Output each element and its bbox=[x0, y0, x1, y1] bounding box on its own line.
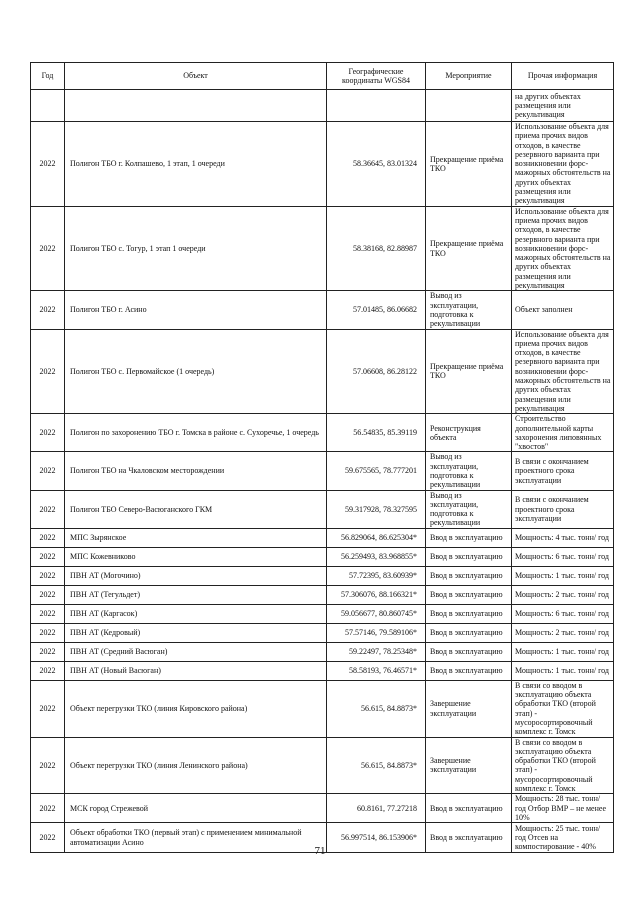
cell-year: 2022 bbox=[31, 823, 65, 853]
cell-other-info: Мощность: 1 тыс. тонн/ год bbox=[512, 566, 614, 585]
table-header-row bbox=[31, 63, 614, 90]
cell-other-info: Мощность: 1 тыс. тонн/ год bbox=[512, 642, 614, 661]
table-row bbox=[31, 452, 614, 490]
cell-event: Вывод из эксплуатации, подготовка к рекультивации bbox=[426, 291, 512, 329]
cell-coordinates: 58.36645, 83.01324 bbox=[327, 122, 426, 207]
cell-event bbox=[426, 90, 512, 122]
cell-other-info: Мощность: 1 тыс. тонн/ год bbox=[512, 661, 614, 680]
cell-other-info: Мощность: 6 тыс. тонн/ год bbox=[512, 604, 614, 623]
cell-other-info: Мощность: 2 тыс. тонн/ год bbox=[512, 585, 614, 604]
cell-coordinates: 56.997514, 86.153906* bbox=[327, 823, 426, 853]
cell-object: Полигон ТБО с. Первомайское (1 очередь) bbox=[65, 329, 327, 414]
header-year: Год bbox=[31, 63, 65, 90]
cell-event: Завершение эксплуатации bbox=[426, 737, 512, 794]
cell-other-info: Использование объекта для приема прочих видов отходов, в качестве резервного варианта при возникновении форс-мажорных обстоятельств на других объектах размещения или рекультивация bbox=[512, 329, 614, 414]
cell-event: Вывод из эксплуатации, подготовка к рекультивации bbox=[426, 490, 512, 528]
page-number: 71 bbox=[314, 845, 326, 857]
cell-other-info: Мощность: 28 тыс. тонн/ год Отбор ВМР – не менее 10% bbox=[512, 794, 614, 823]
header-object: Объект bbox=[65, 63, 327, 90]
cell-year: 2022 bbox=[31, 604, 65, 623]
cell-coordinates: 59.056677, 80.860745* bbox=[327, 604, 426, 623]
cell-object: МПС Кожевниково bbox=[65, 547, 327, 566]
cell-year: 2022 bbox=[31, 680, 65, 737]
table-row bbox=[31, 737, 614, 794]
table-row bbox=[31, 661, 614, 680]
cell-year: 2022 bbox=[31, 291, 65, 329]
table-row bbox=[31, 414, 614, 452]
cell-other-info: В связи с окончанием проектного срока эксплуатации bbox=[512, 452, 614, 490]
cell-event: Ввод в эксплуатацию bbox=[426, 585, 512, 604]
table-row bbox=[31, 122, 614, 207]
table-row bbox=[31, 547, 614, 566]
cell-object: Полигон ТБО с. Тогур, 1 этап 1 очереди bbox=[65, 206, 327, 291]
cell-other-info: Мощность: 4 тыс. тонн/ год bbox=[512, 528, 614, 547]
cell-year: 2022 bbox=[31, 490, 65, 528]
table-row bbox=[31, 566, 614, 585]
table-row bbox=[31, 206, 614, 291]
cell-year: 2022 bbox=[31, 566, 65, 585]
waste-facilities-table bbox=[30, 62, 614, 853]
cell-event: Реконструкция объекта bbox=[426, 414, 512, 452]
document-table-container bbox=[30, 62, 613, 853]
cell-object: Полигон ТБО Северо-Васюганского ГКМ bbox=[65, 490, 327, 528]
cell-other-info: на других объектах размещения или рекультивация bbox=[512, 90, 614, 122]
header-coordinates: Географические координаты WGS84 bbox=[327, 63, 426, 90]
cell-event: Ввод в эксплуатацию bbox=[426, 566, 512, 585]
cell-coordinates: 57.57146, 79.589106* bbox=[327, 623, 426, 642]
cell-event: Прекращение приёма ТКО bbox=[426, 206, 512, 291]
cell-object: Полигон ТБО на Чкаловском месторождении bbox=[65, 452, 327, 490]
cell-object: Объект перегрузки ТКО (линия Кировского района) bbox=[65, 680, 327, 737]
cell-coordinates: 56.615, 84.8873* bbox=[327, 737, 426, 794]
table-body bbox=[31, 90, 614, 853]
cell-year: 2022 bbox=[31, 585, 65, 604]
cell-coordinates: 56.615, 84.8873* bbox=[327, 680, 426, 737]
cell-event: Ввод в эксплуатацию bbox=[426, 623, 512, 642]
cell-coordinates bbox=[327, 90, 426, 122]
cell-year: 2022 bbox=[31, 794, 65, 823]
cell-object: ПВН АТ (Средний Васюган) bbox=[65, 642, 327, 661]
cell-other-info: Строительство дополнительной карты захоронения липовянных "хвостов" bbox=[512, 414, 614, 452]
cell-year: 2022 bbox=[31, 414, 65, 452]
cell-event: Ввод в эксплуатацию bbox=[426, 794, 512, 823]
table-row bbox=[31, 90, 614, 122]
cell-coordinates: 57.72395, 83.60939* bbox=[327, 566, 426, 585]
table-row bbox=[31, 642, 614, 661]
cell-other-info: Мощность: 25 тыс. тонн/ год Отсев на компостирование - 40% bbox=[512, 823, 614, 853]
cell-coordinates: 56.54835, 85.39119 bbox=[327, 414, 426, 452]
cell-coordinates: 57.306076, 88.166321* bbox=[327, 585, 426, 604]
cell-coordinates: 57.06608, 86.28122 bbox=[327, 329, 426, 414]
cell-event: Ввод в эксплуатацию bbox=[426, 642, 512, 661]
cell-event: Вывод из эксплуатации, подготовка к рекультивации bbox=[426, 452, 512, 490]
cell-coordinates: 59.675565, 78.777201 bbox=[327, 452, 426, 490]
cell-year: 2022 bbox=[31, 547, 65, 566]
cell-event: Ввод в эксплуатацию bbox=[426, 823, 512, 853]
cell-object: ПВН АТ (Новый Васюган) bbox=[65, 661, 327, 680]
cell-event: Ввод в эксплуатацию bbox=[426, 604, 512, 623]
cell-year: 2022 bbox=[31, 452, 65, 490]
cell-year bbox=[31, 90, 65, 122]
cell-event: Прекращение приёма ТКО bbox=[426, 329, 512, 414]
cell-year: 2022 bbox=[31, 623, 65, 642]
cell-object: ПВН АТ (Могочино) bbox=[65, 566, 327, 585]
cell-event: Ввод в эксплуатацию bbox=[426, 661, 512, 680]
cell-other-info: Использование объекта для приема прочих видов отходов, в качестве резервного варианта при возникновении форс-мажорных обстоятельств на других объектах размещения или рекультивация bbox=[512, 122, 614, 207]
cell-object bbox=[65, 90, 327, 122]
cell-other-info: Объект заполнен bbox=[512, 291, 614, 329]
cell-coordinates: 56.259493, 83.968855* bbox=[327, 547, 426, 566]
header-event: Мероприятие bbox=[426, 63, 512, 90]
cell-year: 2022 bbox=[31, 329, 65, 414]
table-row bbox=[31, 680, 614, 737]
cell-coordinates: 60.8161, 77.27218 bbox=[327, 794, 426, 823]
header-other-info: Прочая информация bbox=[512, 63, 614, 90]
table-row bbox=[31, 623, 614, 642]
cell-event: Завершение эксплуатации bbox=[426, 680, 512, 737]
cell-object: ПВН АТ (Тегульдет) bbox=[65, 585, 327, 604]
cell-year: 2022 bbox=[31, 642, 65, 661]
cell-other-info: Использование объекта для приема прочих видов отходов, в качестве резервного варианта при возникновении форс-мажорных обстоятельств на других объектах размещения или рекультивация bbox=[512, 206, 614, 291]
table-row bbox=[31, 329, 614, 414]
table-row bbox=[31, 794, 614, 823]
cell-object: Полигон ТБО г. Асино bbox=[65, 291, 327, 329]
table-row bbox=[31, 528, 614, 547]
cell-year: 2022 bbox=[31, 661, 65, 680]
table-row bbox=[31, 291, 614, 329]
cell-object: МПС Зырянское bbox=[65, 528, 327, 547]
cell-other-info: В связи со вводом в эксплуатацию объекта обработки ТКО (второй этап) - мусоросортировочный комплекс г. Томск bbox=[512, 680, 614, 737]
cell-event: Ввод в эксплуатацию bbox=[426, 528, 512, 547]
table-row bbox=[31, 585, 614, 604]
cell-event: Прекращение приёма ТКО bbox=[426, 122, 512, 207]
table-row bbox=[31, 490, 614, 528]
cell-other-info: В связи со вводом в эксплуатацию объекта обработки ТКО (второй этап) - мусоросортировочный комплекс г. Томск bbox=[512, 737, 614, 794]
cell-year: 2022 bbox=[31, 737, 65, 794]
cell-coordinates: 59.317928, 78.327595 bbox=[327, 490, 426, 528]
cell-coordinates: 59.22497, 78.25348* bbox=[327, 642, 426, 661]
cell-coordinates: 58.38168, 82.88987 bbox=[327, 206, 426, 291]
cell-coordinates: 57.01485, 86.06682 bbox=[327, 291, 426, 329]
cell-event: Ввод в эксплуатацию bbox=[426, 547, 512, 566]
cell-object: Полигон ТБО г. Колпашево, 1 этап, 1 очереди bbox=[65, 122, 327, 207]
cell-object: Объект перегрузки ТКО (линия Ленинского района) bbox=[65, 737, 327, 794]
cell-other-info: Мощность: 2 тыс. тонн/ год bbox=[512, 623, 614, 642]
cell-coordinates: 58.58193, 76.46571* bbox=[327, 661, 426, 680]
table-row bbox=[31, 604, 614, 623]
cell-object: ПВН АТ (Кедровый) bbox=[65, 623, 327, 642]
cell-year: 2022 bbox=[31, 122, 65, 207]
cell-other-info: Мощность: 6 тыс. тонн/ год bbox=[512, 547, 614, 566]
cell-object: Полигон по захоронению ТБО г. Томска в районе с. Сухоречье, 1 очередь bbox=[65, 414, 327, 452]
cell-object: ПВН АТ (Каргасок) bbox=[65, 604, 327, 623]
cell-year: 2022 bbox=[31, 206, 65, 291]
cell-object: Объект обработки ТКО (первый этап) с применением минимальной автоматизации Асино bbox=[65, 823, 327, 853]
cell-object: МСК город Стрежевой bbox=[65, 794, 327, 823]
cell-year: 2022 bbox=[31, 528, 65, 547]
cell-coordinates: 56.829064, 86.625304* bbox=[327, 528, 426, 547]
cell-other-info: В связи с окончанием проектного срока эксплуатации bbox=[512, 490, 614, 528]
